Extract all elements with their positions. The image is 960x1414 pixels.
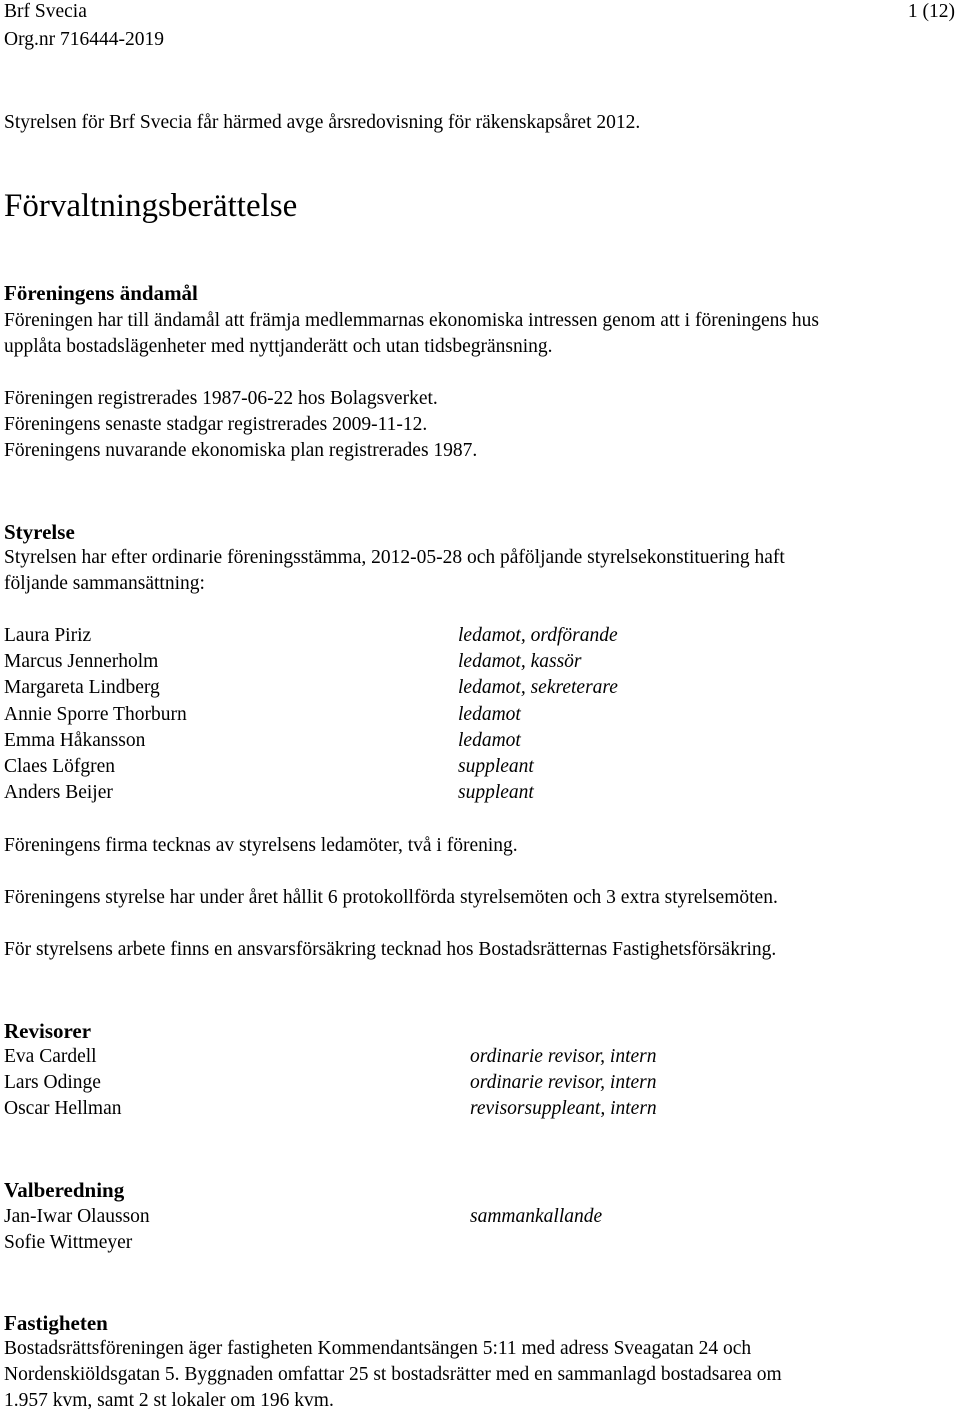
nomination-names [4, 1204, 150, 1256]
board-member-name: Margareta Lindberg [4, 677, 160, 699]
purpose-text-line-2: upplåta bostadslägenheter med nyttjanderätt och utan tidsbegränsning. [4, 336, 553, 357]
property-text-line-3: 1.957 kvm, samt 2 st lokaler om 196 kvm. [4, 1390, 334, 1411]
board-heading: Styrelse [4, 520, 75, 544]
board-member-name: Marcus Jennerholm [4, 651, 159, 673]
board-member-roles [458, 623, 618, 806]
property-heading: Fastigheten [4, 1311, 108, 1335]
board-text-line-1: Styrelsen har efter ordinarie föreningsstämma, 2012-05-28 och påföljande styrelsekonstituering haft [4, 547, 785, 568]
board-text-line-2: följande sammansättning: [4, 573, 205, 594]
property-text-line-1: Bostadsrättsföreningen äger fastigheten Kommendantsängen 5:11 med adress Sveagatan 24 och [4, 1338, 752, 1359]
signing-text: Föreningens firma tecknas av styrelsens ledamöter, två i förening. [4, 835, 518, 856]
intro-text: Styrelsen för Brf Svecia får härmed avge årsredovisning för räkenskapsåret 2012. [4, 112, 641, 133]
board-member-names [4, 623, 187, 806]
board-member-name: Emma Håkansson [4, 729, 146, 751]
org-number: Org.nr 716444-2019 [4, 29, 164, 50]
page-indicator: 1 (12) [907, 1, 955, 22]
registration-line-1: Föreningen registrerades 1987-06-22 hos Bolagsverket. [4, 388, 438, 409]
board-member-role: ledamot [458, 703, 521, 725]
org-name: Brf Svecia [4, 1, 87, 22]
insurance-text: För styrelsens arbete finns en ansvarsförsäkring tecknad hos Bostadsrätternas Fastighetsförsäkring. [4, 939, 777, 960]
nomination-member-name: Jan-Iwar Olausson [4, 1206, 150, 1227]
board-member-role: ledamot, kassör [458, 651, 582, 673]
meetings-text: Föreningens styrelse har under året hållit 6 protokollförda styrelsemöten och 3 extra styrelsemöten. [4, 887, 778, 908]
auditor-name: Eva Cardell [4, 1046, 97, 1067]
auditor-role: ordinarie revisor, intern [470, 1046, 657, 1067]
auditor-name: Oscar Hellman [4, 1098, 122, 1120]
board-member-role: suppleant [458, 782, 534, 804]
board-member-role: ledamot, sekreterare [458, 677, 618, 699]
auditor-role: ordinarie revisor, intern [470, 1072, 657, 1094]
registration-line-2: Föreningens senaste stadgar registrerades 2009-11-12. [4, 414, 428, 435]
auditors-heading: Revisorer [4, 1019, 92, 1043]
nomination-member-role [470, 1230, 602, 1256]
auditor-name: Lars Odinge [4, 1072, 101, 1094]
property-text-line-2: Nordenskiöldsgatan 5. Byggnaden omfattar 25 st bostadsrätter med en sammanlagd bostadsarea om [4, 1364, 782, 1385]
auditor-names [4, 1044, 122, 1123]
board-member-name: Claes Löfgren [4, 755, 116, 777]
board-member-role: suppleant [458, 755, 534, 777]
registration-line-3: Föreningens nuvarande ekonomiska plan registrerades 1987. [4, 440, 478, 461]
board-member-name: Anders Beijer [4, 782, 113, 804]
nomination-member-role: sammankallande [470, 1206, 603, 1227]
purpose-heading: Föreningens ändamål [4, 281, 198, 305]
board-member-role: ledamot [458, 729, 521, 751]
auditor-role: revisorsuppleant, intern [470, 1098, 657, 1120]
purpose-text-line-1: Föreningen har till ändamål att främja medlemmarnas ekonomiska intressen genom att i föreningens hus [4, 310, 819, 331]
nomination-member-name: Sofie Wittmeyer [4, 1232, 133, 1254]
auditor-roles [470, 1044, 657, 1123]
nomination-roles [470, 1204, 602, 1256]
page-title: Förvaltningsberättelse [4, 188, 298, 224]
board-member-name: Laura Piriz [4, 625, 92, 646]
board-member-name: Annie Sporre Thorburn [4, 703, 187, 725]
board-member-role: ledamot, ordförande [458, 625, 618, 646]
nomination-heading: Valberedning [4, 1178, 125, 1202]
